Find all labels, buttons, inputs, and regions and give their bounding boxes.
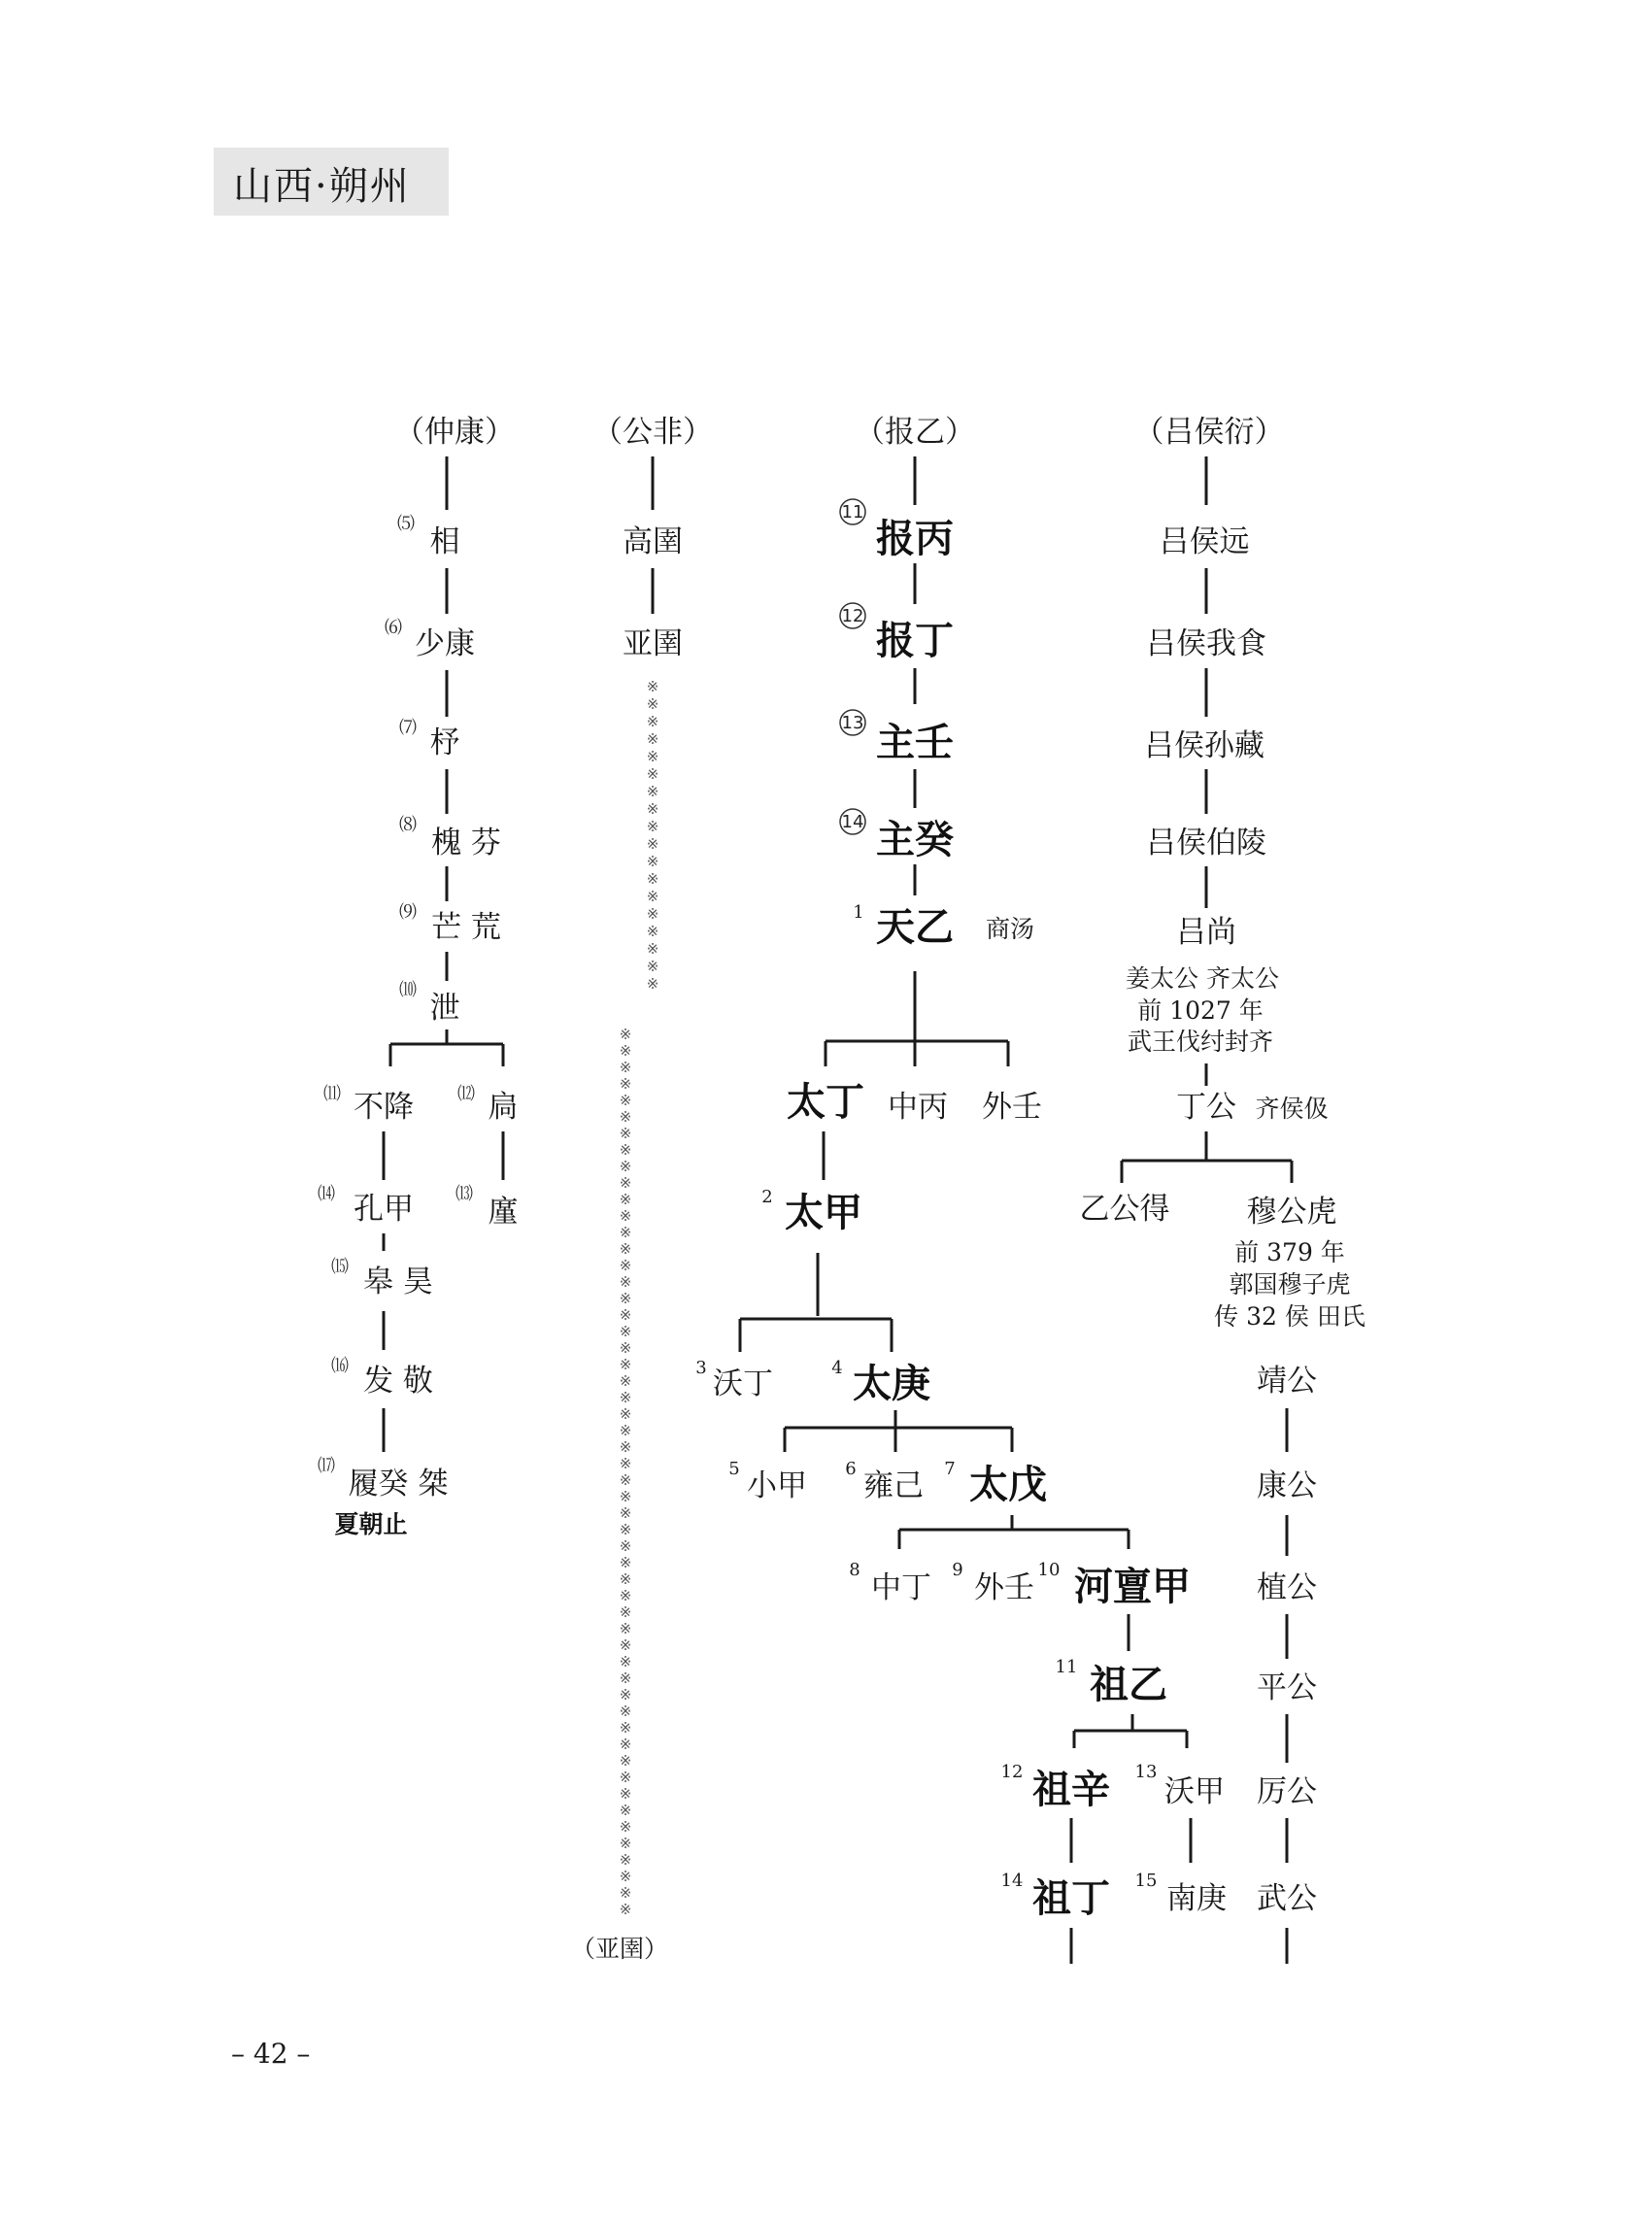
dotted-mark: ※ (619, 1108, 632, 1126)
dotted-mark: ※ (619, 1620, 632, 1637)
dotted-mark: ※ (619, 1554, 632, 1571)
col3-mark-17: 13 (1134, 1762, 1158, 1782)
dotted-mark: ※ (619, 1438, 632, 1456)
col4-node-kanggong: 康公 (1257, 1468, 1317, 1503)
col3-mark-5: 1 (853, 902, 864, 923)
dotted-mark: ※ (646, 870, 659, 888)
dotted-mark: ※ (619, 1273, 632, 1291)
col1-mark-8: ⑿ (457, 1084, 475, 1104)
col1-mark-5: ⑼ (399, 902, 417, 923)
dotted-mark: ※ (646, 800, 659, 818)
dotted-mark: ※ (619, 1224, 632, 1241)
col4-node-lvhoubailing: 吕侯伯陵 (1146, 826, 1266, 860)
dotted-mark: ※ (619, 1884, 632, 1902)
dotted-mark: ※ (619, 1851, 632, 1869)
dotted-mark: ※ (619, 1422, 632, 1439)
col3-mark-14: 10 (1037, 1560, 1061, 1580)
dotted-mark: ※ (619, 1504, 632, 1522)
page-number: – 42 – (231, 2038, 311, 2070)
col3-node-nangeng: 南庚 (1166, 1881, 1227, 1916)
dotted-mark: ※ (619, 1207, 632, 1225)
col3-mark-15: 11 (1055, 1657, 1078, 1677)
col1-node-gao: 皋 昊 (363, 1265, 433, 1299)
dotted-mark: ※ (619, 1075, 632, 1093)
col3-mark-6: 2 (761, 1187, 773, 1207)
dotted-mark: ※ (619, 1752, 632, 1770)
dotted-mark: ※ (619, 1537, 632, 1555)
col2-node-gaoyu: 高圉 (623, 524, 683, 559)
dotted-mark: ※ (619, 1141, 632, 1159)
dotted-mark: ※ (619, 1323, 632, 1340)
col1-end-note: 夏朝止 (334, 1510, 408, 1538)
col3-node-taigeng: 太庚 (853, 1362, 930, 1406)
col1-node-shaokang: 少康 (415, 626, 475, 661)
dotted-mark: ※ (619, 1455, 632, 1472)
col1-mark-13: ⒄ (318, 1456, 335, 1476)
col1-node-lvgui: 履癸 桀 (348, 1467, 449, 1501)
col3-mark-11: 7 (944, 1459, 956, 1479)
col4-node-wugong: 武公 (1257, 1881, 1317, 1916)
dotted-mark: ※ (646, 730, 659, 748)
col3-top-label: （报乙） (855, 415, 975, 450)
col4-top-label: （吕侯衍） (1133, 415, 1285, 450)
col4-node-mugonghu: 穆公虎 (1246, 1195, 1337, 1230)
dotted-mark: ※ (646, 678, 659, 695)
col4-node-lvshang: 吕尚 (1176, 915, 1236, 950)
col4-node-lvhouyuan: 吕侯远 (1159, 524, 1250, 559)
col3-node-zhuren: 主壬 (876, 721, 954, 765)
col4-node-ligong: 厉公 (1257, 1774, 1317, 1809)
col1-mark-4: ⑻ (399, 815, 417, 835)
col1-mark-7: ⑾ (323, 1084, 341, 1104)
dotted-mark: ※ (619, 1306, 632, 1324)
col4-note-year-379: 前 379 年 (1234, 1238, 1345, 1266)
col3-mark-1: 11 (841, 502, 864, 523)
col2-dotted-line-lower (620, 1026, 632, 1918)
dotted-mark: ※ (646, 765, 659, 783)
dotted-mark: ※ (619, 1158, 632, 1175)
col1-mark-9: ⒁ (318, 1184, 335, 1204)
dotted-mark: ※ (619, 1818, 632, 1836)
col2-node-yayu: 亚圉 (623, 626, 683, 661)
col1-mark-10: ⒀ (455, 1184, 473, 1204)
dotted-mark: ※ (619, 1372, 632, 1390)
section-title: 山西·朔州 (233, 164, 411, 209)
dotted-mark: ※ (619, 1653, 632, 1670)
col3-mark-13: 9 (952, 1560, 963, 1580)
col3-node-hedanjia: 河亶甲 (1074, 1565, 1191, 1609)
col4-node-lvhouwoshi: 吕侯我食 (1146, 626, 1266, 661)
col4-note-year-1027: 前 1027 年 (1137, 996, 1264, 1025)
dotted-mark: ※ (619, 1686, 632, 1703)
dotted-mark: ※ (619, 1636, 632, 1654)
col2-dotted-line-upper (647, 678, 659, 993)
col3-mark-10: 6 (845, 1459, 857, 1479)
col1-node-huai: 槐 芬 (431, 826, 501, 860)
col3-node-yongji: 雍己 (863, 1468, 924, 1503)
dotted-mark: ※ (619, 1488, 632, 1505)
dotted-mark: ※ (619, 1521, 632, 1538)
dotted-mark: ※ (619, 1174, 632, 1192)
dotted-mark: ※ (619, 1240, 632, 1258)
dotted-mark: ※ (619, 1835, 632, 1852)
column-xia (318, 415, 519, 1538)
col1-mark-2: ⑹ (385, 618, 402, 638)
col3-mark-8: 4 (831, 1358, 843, 1378)
col3-node-taiding: 太丁 (787, 1080, 864, 1125)
col4-note-wuwang: 武王伐纣封齐 (1127, 1028, 1274, 1056)
dotted-mark: ※ (619, 1092, 632, 1109)
dotted-mark: ※ (619, 1125, 632, 1142)
col4-node-jinggong: 靖公 (1257, 1364, 1317, 1399)
col3-node-baobing: 报丙 (876, 517, 954, 561)
col3-node-zhongbing: 中丙 (888, 1090, 948, 1125)
col3-mark-3: 13 (841, 713, 864, 733)
col3-node-zhongding: 中丁 (871, 1570, 931, 1605)
dotted-mark: ※ (646, 975, 659, 993)
dotted-mark: ※ (619, 1719, 632, 1737)
col3-node-zuxin: 祖辛 (1032, 1768, 1110, 1812)
col3-node-wairen-b: 外壬 (974, 1570, 1034, 1605)
dotted-mark: ※ (646, 695, 659, 713)
col1-mark-11: ⒂ (331, 1257, 349, 1277)
dotted-mark: ※ (619, 1703, 632, 1720)
col2-bottom-label: （亚圉） (570, 1935, 669, 1963)
col1-mark-12: ⒃ (331, 1356, 349, 1376)
col3-mark-19: 15 (1134, 1871, 1158, 1891)
col3-mark-12: 8 (849, 1560, 860, 1580)
dotted-mark: ※ (619, 1356, 632, 1373)
col3-node-zuding: 祖丁 (1032, 1876, 1110, 1921)
dotted-mark: ※ (619, 1257, 632, 1274)
col4-note-qihouji: 齐侯伋 (1255, 1095, 1329, 1123)
col1-node-fa: 发 敬 (363, 1364, 433, 1399)
col4-node-lvhousunzang: 吕侯孙藏 (1144, 728, 1264, 763)
col1-node-xiang: 相 (429, 524, 460, 559)
col3-node-wojia: 沃甲 (1164, 1774, 1225, 1809)
col4-note-guoguo: 郭国穆子虎 (1229, 1270, 1351, 1298)
dotted-mark: ※ (646, 835, 659, 853)
dotted-mark: ※ (619, 1042, 632, 1060)
col3-mark-16: 12 (1000, 1762, 1024, 1782)
col1-node-bujiang: 不降 (354, 1090, 414, 1125)
col3-mark-9: 5 (728, 1459, 740, 1479)
dotted-mark: ※ (619, 1471, 632, 1489)
col3-node-xiaojia: 小甲 (747, 1468, 807, 1503)
dotted-mark: ※ (619, 1290, 632, 1307)
col1-node-zhu: 杼 (429, 725, 460, 760)
dotted-mark: ※ (646, 783, 659, 800)
dotted-mark: ※ (619, 1785, 632, 1803)
col3-note-shangtang: 商汤 (985, 915, 1035, 943)
dotted-mark: ※ (619, 1603, 632, 1621)
col3-node-woding: 沃丁 (713, 1366, 773, 1401)
col1-node-kongjia: 孔甲 (354, 1192, 414, 1227)
col4-node-yigongde: 乙公得 (1079, 1192, 1170, 1227)
dotted-mark: ※ (619, 1405, 632, 1423)
col1-top-label: （仲康） (394, 415, 515, 450)
dotted-mark: ※ (619, 1868, 632, 1885)
col3-node-taijia: 太甲 (785, 1191, 862, 1235)
dotted-mark: ※ (619, 1769, 632, 1786)
dotted-mark: ※ (619, 1339, 632, 1357)
col4-node-zhigong: 植公 (1257, 1570, 1317, 1605)
col1-mark-6: ⑽ (399, 980, 417, 1000)
col3-node-wairen-a: 外壬 (982, 1090, 1042, 1125)
col1-node-jiong: 扃 (488, 1090, 519, 1125)
dotted-mark: ※ (646, 905, 659, 923)
col4-node-dinggong: 丁公 (1176, 1090, 1236, 1125)
col3-mark-7: 3 (695, 1358, 707, 1378)
dotted-mark: ※ (619, 1191, 632, 1208)
dotted-mark: ※ (619, 1059, 632, 1076)
dotted-mark: ※ (619, 1670, 632, 1687)
col2-top-label: （公非） (592, 415, 713, 450)
col1-mark-1: ⑸ (397, 514, 415, 534)
col1-node-jin: 廑 (488, 1195, 519, 1230)
dotted-mark: ※ (619, 1587, 632, 1604)
dotted-mark: ※ (646, 923, 659, 940)
col3-node-taiwu: 太戊 (969, 1463, 1047, 1507)
col3-node-baoding: 报丁 (876, 619, 954, 663)
col1-mark-3: ⑺ (399, 718, 417, 738)
dotted-mark: ※ (646, 888, 659, 905)
dotted-mark: ※ (619, 1026, 632, 1043)
dotted-mark: ※ (619, 1570, 632, 1588)
col3-node-zhugui: 主癸 (876, 818, 954, 862)
column-zhou (571, 415, 713, 1963)
col3-mark-18: 14 (1000, 1871, 1024, 1891)
col4-note-jiangtaigong: 姜太公 齐太公 (1126, 964, 1279, 993)
col3-node-zuyi: 祖乙 (1090, 1663, 1167, 1707)
dotted-mark: ※ (646, 713, 659, 730)
dotted-mark: ※ (646, 818, 659, 835)
dotted-mark: ※ (646, 940, 659, 958)
dotted-mark: ※ (646, 958, 659, 975)
col3-node-tianyi: 天乙 (876, 905, 954, 950)
col1-node-mang: 芒 荒 (431, 910, 501, 945)
dotted-mark: ※ (646, 748, 659, 765)
col3-mark-4: 14 (841, 812, 864, 832)
dotted-mark: ※ (646, 853, 659, 870)
col4-note-tianshi: 传 32 侯 田氏 (1214, 1302, 1365, 1331)
dotted-mark: ※ (619, 1389, 632, 1406)
col3-mark-2: 12 (841, 606, 864, 626)
dotted-mark: ※ (619, 1802, 632, 1819)
col4-node-pinggong: 平公 (1257, 1670, 1317, 1705)
col1-node-xie: 泄 (429, 991, 460, 1026)
dotted-mark: ※ (619, 1901, 632, 1918)
dotted-mark: ※ (619, 1736, 632, 1753)
